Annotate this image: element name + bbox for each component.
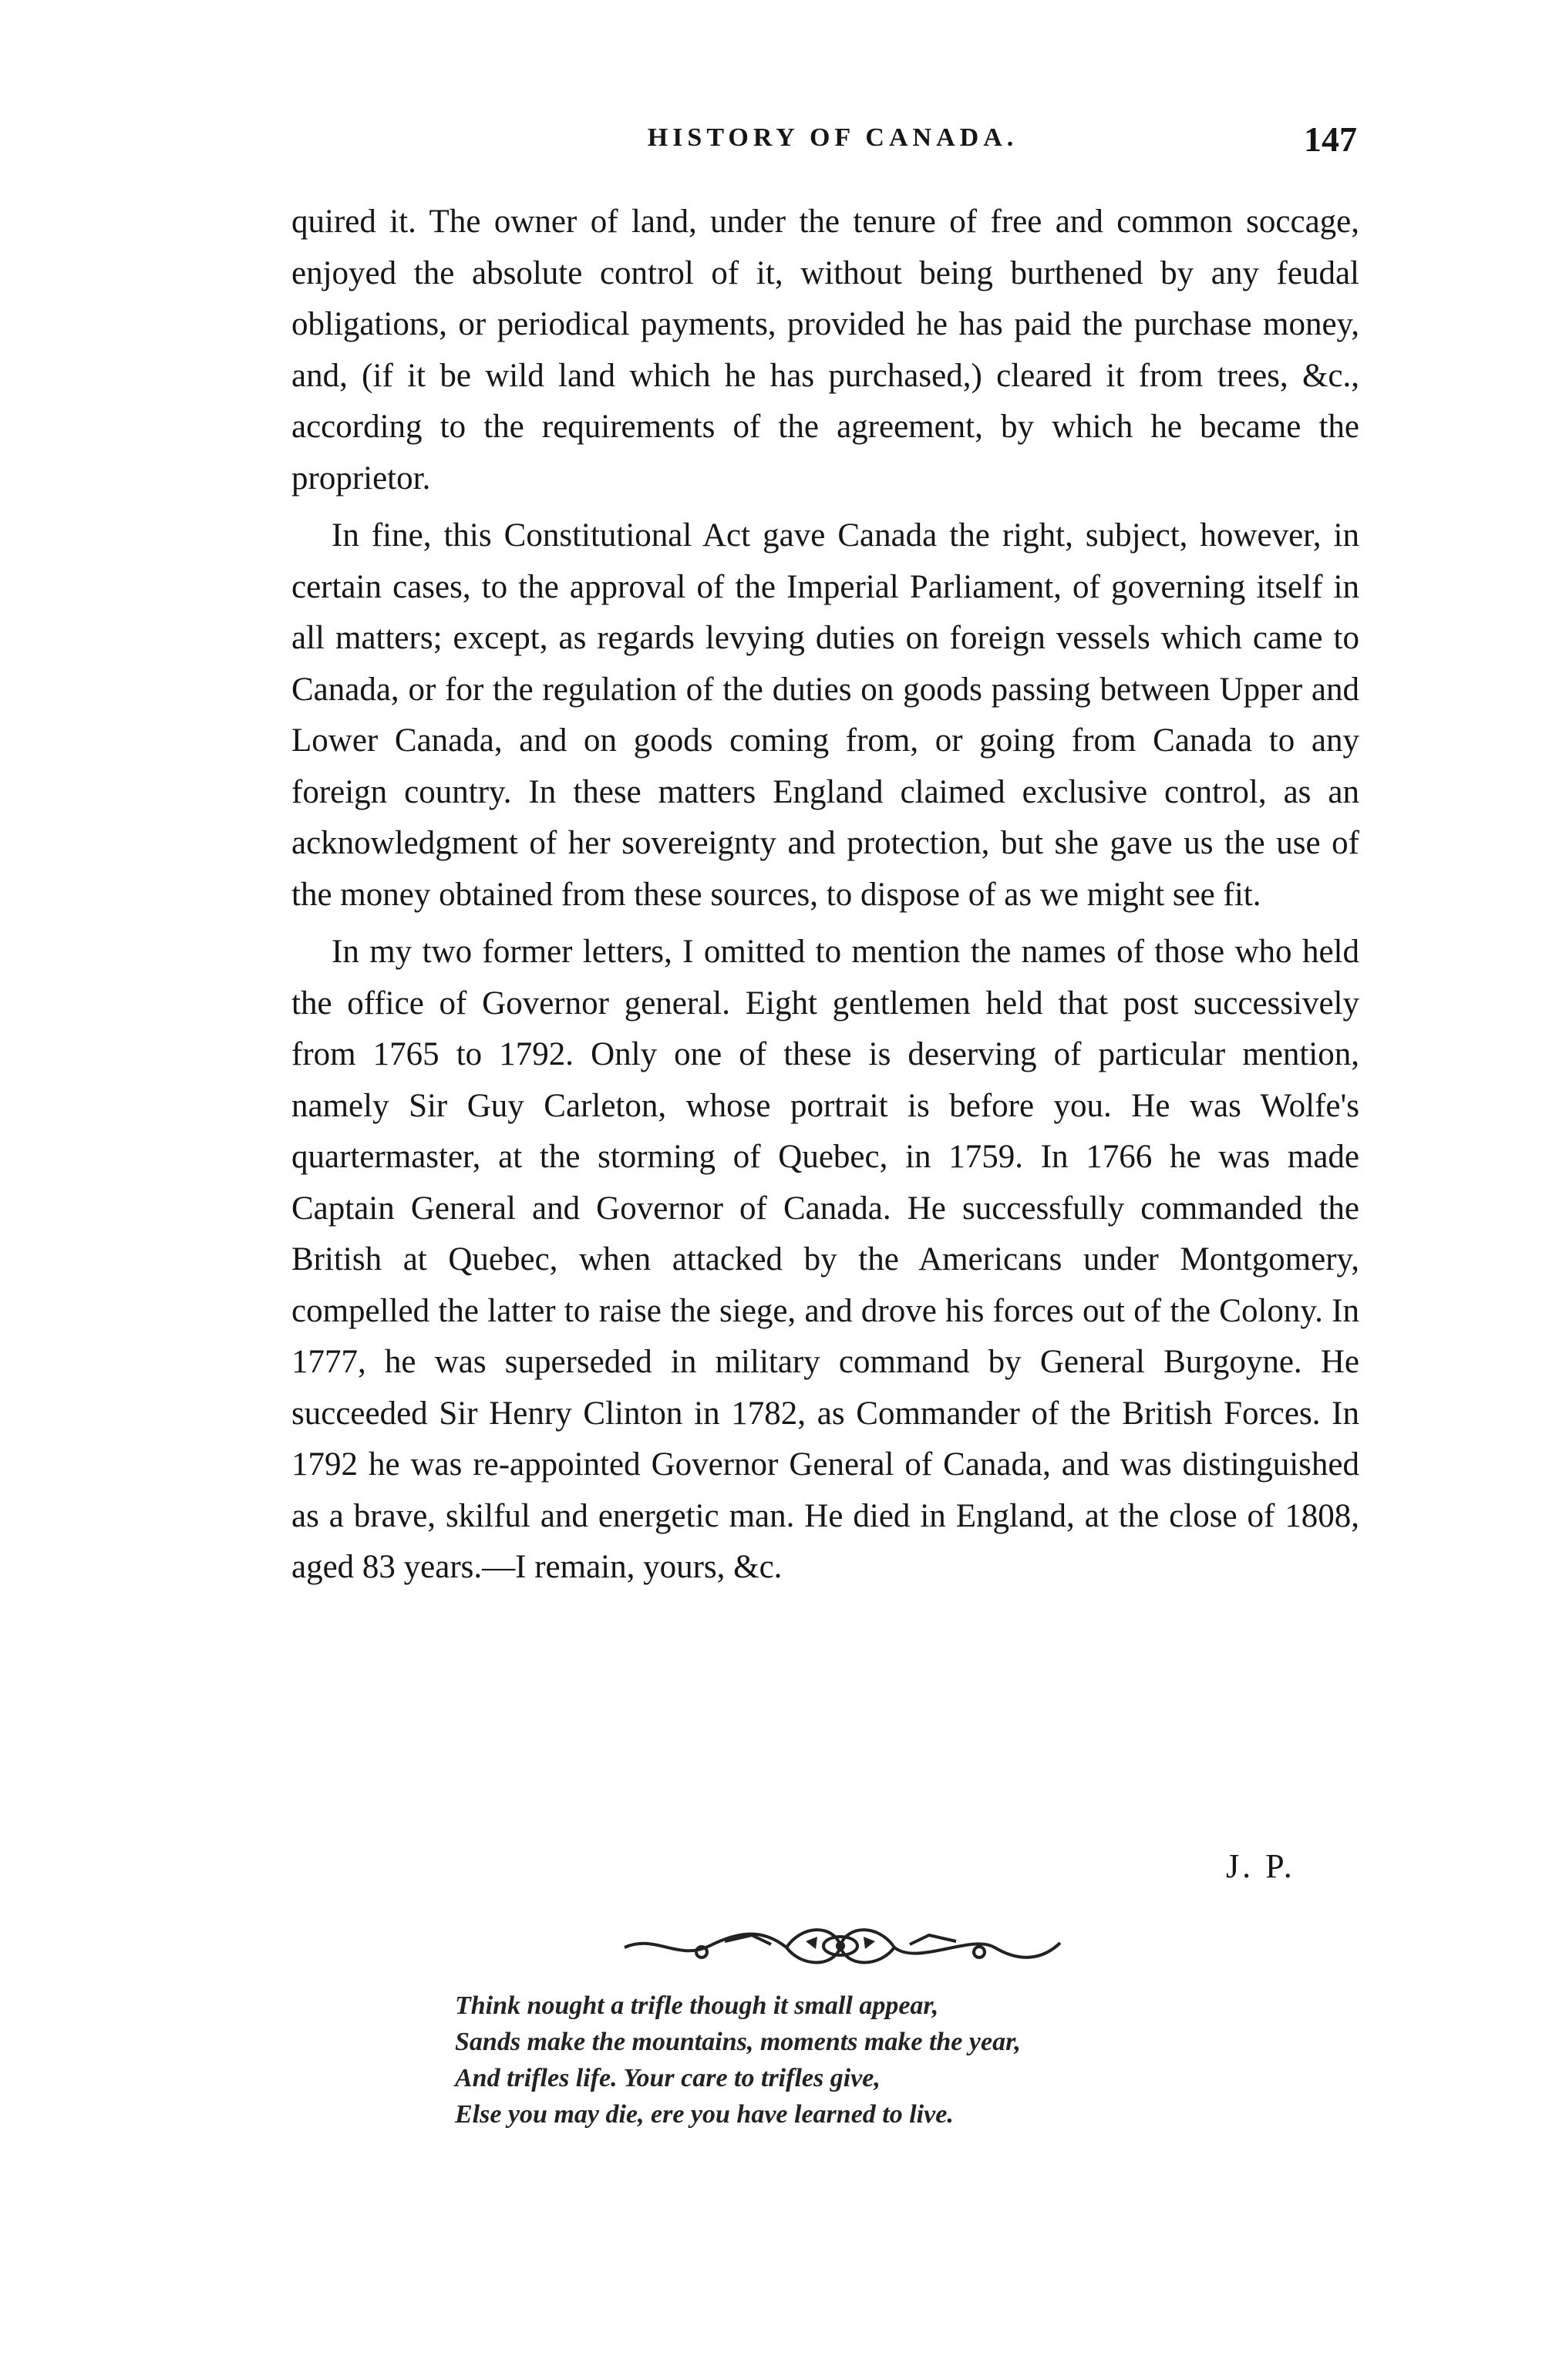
page-number: 147 (1304, 120, 1357, 159)
running-head (293, 120, 1372, 170)
running-title: HISTORY OF CANADA. (647, 123, 1019, 152)
verse-line: Think nought a trifle though it small appear, (455, 1991, 939, 2020)
paragraph: quired it. The owner of land, under the tenure of free and common soccage, enjoyed the absolute control of it, without being burthened by any feudal obligations, or periodical payments, provided he has paid the purchase money, and, (if it be wild land which he has purchased,) cleared it from trees, &c., according to the requirements of the agreement, by which he became the proprietor. (291, 204, 1359, 497)
paragraph: In my two former letters, I omitted to mention the names of those who held the office of Governor general. Eight gentlemen held that post successively from 1765 to 1792. Only one of these is deserving of particular mention, namely Sir Guy Carleton, whose portrait is before you. He was Wolfe's quartermaster, at the storming of Quebec, in 1759. In 1766 he was made Captain General and Governor of Canada. He successfully commanded the British at Quebec, when attacked by the Americans under Montgomery, compelled the latter to raise the siege, and drove his forces out of the Colony. In 1777, he was superseded in military command by General Burgoyne. He succeeded Sir Henry Clinton in 1782, as Commander of the British Forces. In 1792 he was re-appointed Governor General of Canada, and was distinguished as a brave, skilful and energetic man. He died in England, at the close of 1808, aged 83 years.—I remain, yours, &c. (291, 934, 1359, 1585)
paragraph: In fine, this Constitutional Act gave Canada the right, subject, however, in certain cases, to the approval of the Imperial Parliament, of governing itself in all matters; except, as regards levying duties on foreign vessels which came to Canada, or for the regulation of the duties on goods passing between Upper and Lower Canada, and on goods coming from, or going from Canada to any foreign country. In these matters England claimed exclusive control, as an acknowledgment of her sovereignty and protection, but she gave us the use of the money obtained from these sources, to dispose of as we might see fit. (291, 517, 1359, 913)
verse (455, 1988, 1226, 2133)
signature: J. P. (1226, 1847, 1295, 1885)
body-text (291, 197, 1359, 1600)
ornament-divider (609, 1918, 1072, 1972)
verse-line: And trifles life. Your care to trifles give, (455, 2064, 881, 2092)
verse-line: Sands make the mountains, moments make the year, (455, 2028, 1021, 2056)
verse-line: Else you may die, ere you have learned to live. (455, 2100, 954, 2129)
